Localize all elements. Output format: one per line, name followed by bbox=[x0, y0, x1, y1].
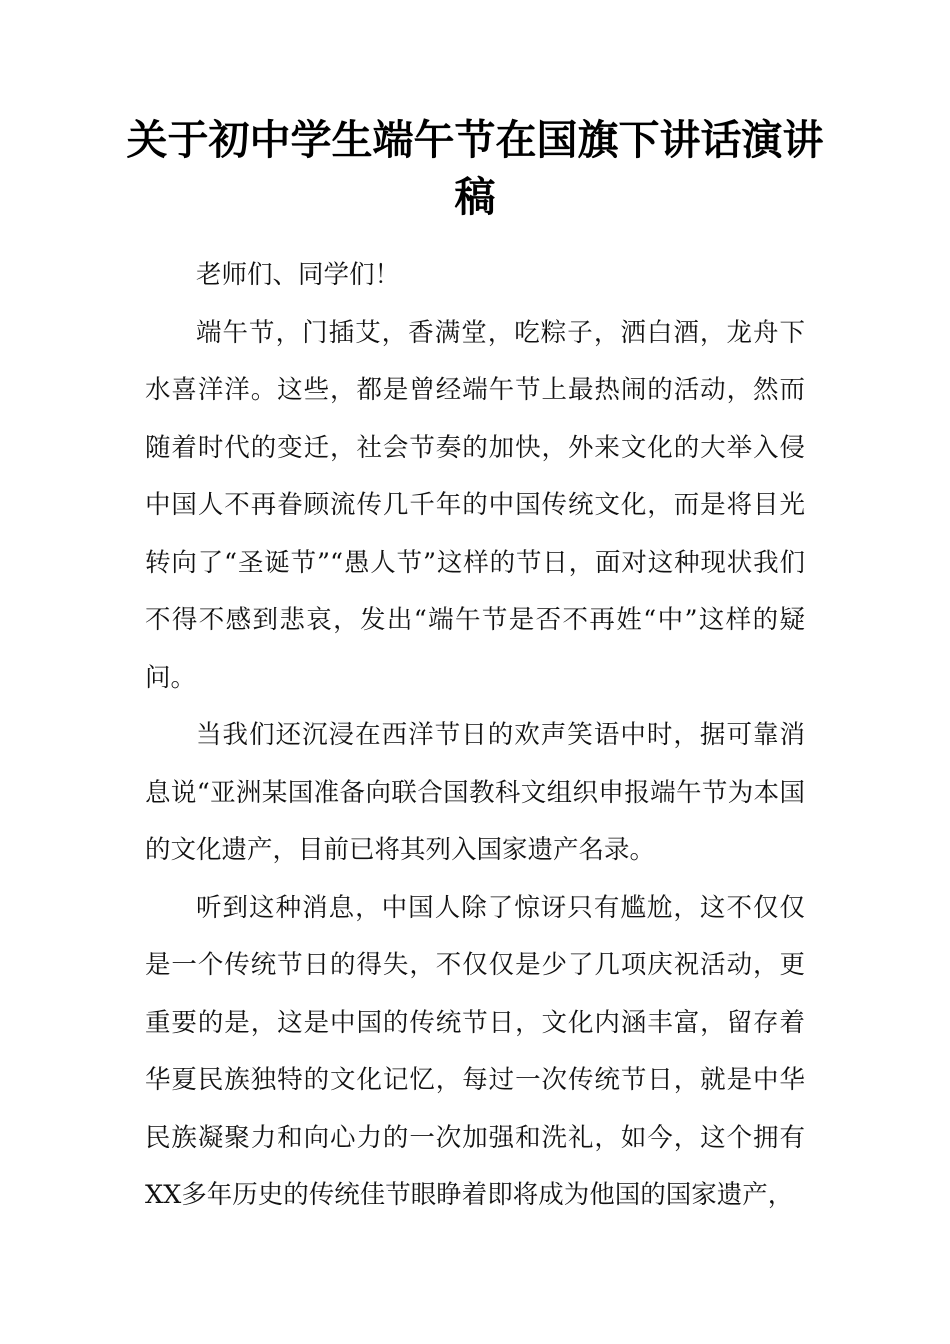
document-title: 关于初中学生端午节在国旗下讲话演讲稿 bbox=[126, 116, 824, 221]
body-paragraph: 听到这种消息，中国人除了惊讶只有尴尬，这不仅仅是一个传统节日的得失，不仅仅是少了几项庆祝活动，更重要的是，这是中国的传统节日，文化内涵丰富，留存着华夏民族独特的文化记忆，每过一次传统节日，就是中华民族凝聚力和向心力的一次加强和洗礼，如今，这个拥有XX多年历史的传统佳节眼睁着即将成为他国的国家遗产， bbox=[145, 892, 805, 1210]
body-paragraph: 当我们还沉浸在西洋节日的欢声笑语中时，据可靠消息说“亚洲某国准备向联合国教科文组织申报端午节为本国的文化遗产，目前已将其列入国家遗产名录。 bbox=[145, 720, 805, 865]
document-body bbox=[145, 247, 805, 1225]
body-paragraph: 端午节，门插艾，香满堂，吃粽子，洒白酒，龙舟下水喜洋洋。这些，都是曾经端午节上最热闹的活动，然而随着时代的变迁，社会节奏的加快，外来文化的大举入侵中国人不再眷顾流传几千年的中国传统文化，而是将目光转向了“圣诞节”“愚人节”这样的节日，面对这种现状我们不得不感到悲哀，发出“端午节是否不再姓“中”这样的疑问。 bbox=[145, 317, 805, 693]
salutation-paragraph: 老师们、同学们！ bbox=[196, 260, 401, 290]
